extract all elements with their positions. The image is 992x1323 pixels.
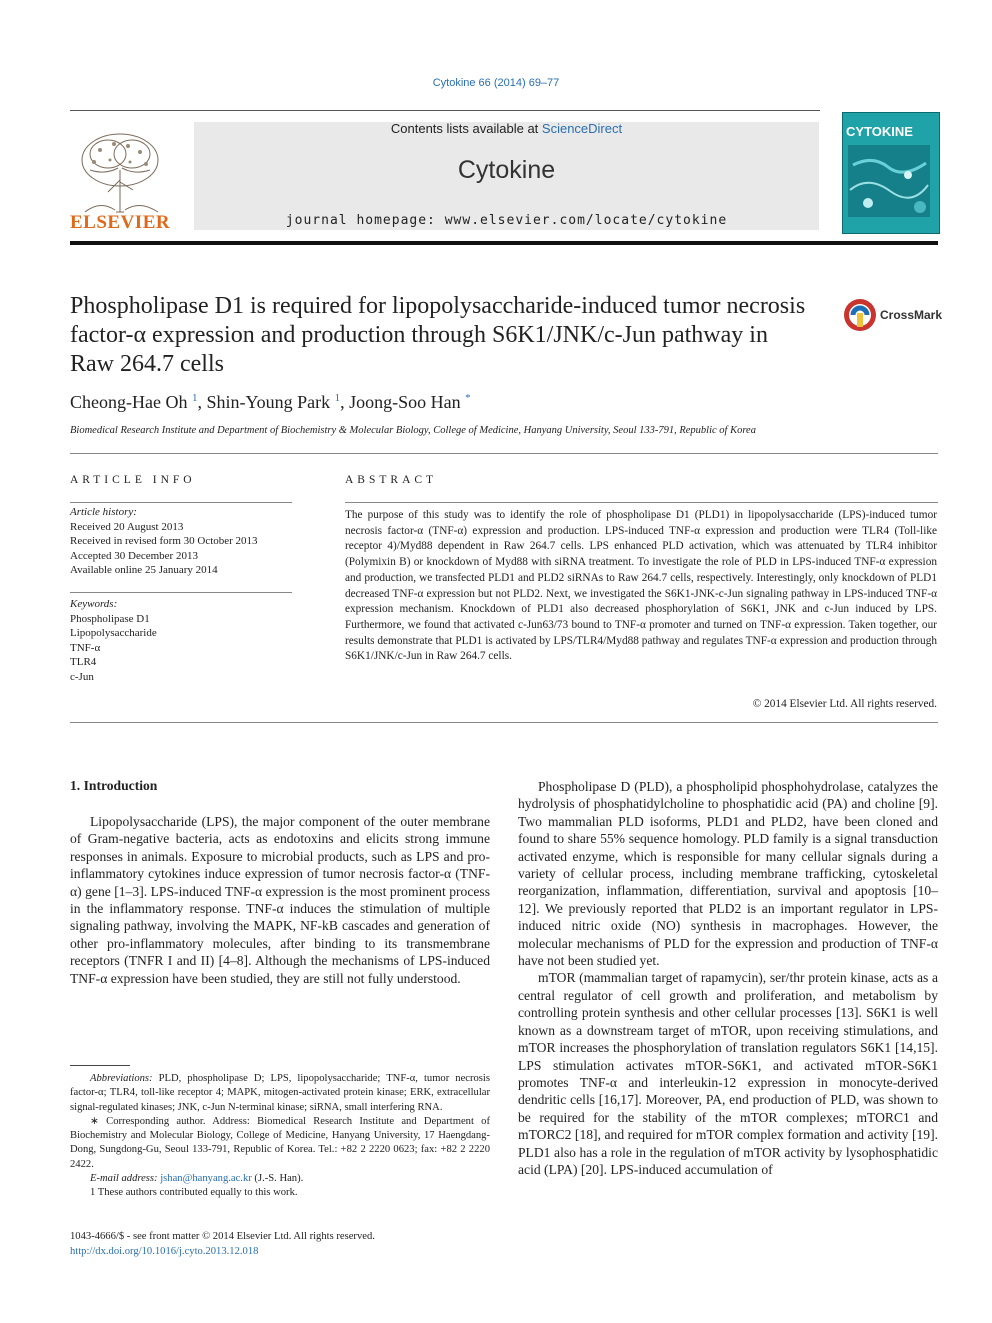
sciencedirect-link[interactable]: ScienceDirect bbox=[541, 121, 623, 136]
crossmark-icon[interactable] bbox=[843, 298, 877, 332]
abstract-copyright: © 2014 Elsevier Ltd. All rights reserved. bbox=[752, 698, 937, 710]
history-online: Available online 25 January 2014 bbox=[70, 564, 218, 576]
history-received: Received 20 August 2013 bbox=[70, 520, 184, 533]
corresponding-note: ∗ Corresponding author. Address: Biomedical Research Institute and Department of Biochemistry and Molecular Biology, College of Medicine, Hanyang University, 17 Haengdang-Dong, Sungdong-Gu, Seoul 133-791, Republic of Korea. Tel.: +82 2 2220 0623; fax: +82 2 2220 2422. bbox=[70, 1115, 490, 1170]
header-rule bbox=[70, 110, 820, 111]
article-info-rule bbox=[70, 502, 292, 503]
abbrev-label: Abbreviations: bbox=[90, 1073, 153, 1084]
body-paragraph: Phospholipase D (PLD), a phospholipid phosphohydrolase, catalyzes the hydrolysis of phosphatidylcholine to phosphatidic acid (PA) and choline [9]. Two mammalian PLD isoforms, PLD1 and PLD2, have been cloned and found to share 55% sequence homology. PLD family is a signal transduction activated enzyme, which is responsible for many cellular signals during a variety of cellular process, including membrane trafficking, cytoskeletal reorganization, inflammation, differentiation, survival and apoptosis [10–12]. We previously reported that PLD2 is an important regulator in LPS-induced nitric oxide (NO) synthesis in macrophages. However, the molecular mechanisms of PLD for the expression and production of TNF-α have not been studied yet. bbox=[518, 779, 938, 969]
journal-name: Cytokine bbox=[457, 156, 556, 184]
author-mark[interactable]: 1 bbox=[334, 392, 341, 404]
keyword: Phospholipase D1 bbox=[70, 612, 150, 625]
journal-citation[interactable]: Cytokine 66 (2014) 69–77 bbox=[432, 77, 560, 89]
author-name[interactable]: Joong-Soo Han bbox=[349, 392, 461, 412]
history-label: Article history: bbox=[70, 506, 137, 518]
author-name[interactable]: Shin-Young Park bbox=[206, 392, 331, 412]
article-info-heading: ARTICLE INFO bbox=[70, 474, 196, 486]
contents-line bbox=[194, 121, 819, 136]
publication-info bbox=[70, 1230, 375, 1259]
keyword: Lipopolysaccharide bbox=[70, 627, 157, 639]
keywords bbox=[70, 597, 300, 684]
keywords-label: Keywords: bbox=[70, 598, 118, 610]
contents-prefix: Contents lists available at bbox=[390, 121, 542, 136]
issn-line: 1043-4666/$ - see front matter © 2014 Elsevier Ltd. All rights reserved. bbox=[70, 1231, 375, 1242]
equal-contribution-note: 1 These authors contributed equally to this work. bbox=[90, 1187, 298, 1199]
keywords-rule bbox=[70, 592, 292, 593]
left-column bbox=[70, 813, 490, 987]
doi-link[interactable]: http://dx.doi.org/10.1016/j.cyto.2013.12.018 bbox=[70, 1245, 259, 1257]
article-history bbox=[70, 505, 300, 578]
keyword: TLR4 bbox=[70, 656, 97, 668]
elsevier-wordmark: ELSEVIER bbox=[70, 212, 171, 233]
author-list: Cheong-Hae Oh $^1$, Shin-Young Park $^1$, Joong-Soo Han * bbox=[70, 392, 471, 412]
author-name[interactable]: Cheong-Hae Oh bbox=[70, 392, 188, 412]
article-title: Phospholipase D1 is required for lipopolysaccharide-induced tumor necrosis factor-α expression and production through S6K1/JNK/c-Jun pathway in Raw 264.7 cells bbox=[70, 293, 806, 377]
author-mark[interactable]: * bbox=[465, 392, 471, 404]
abstract-heading: ABSTRACT bbox=[345, 474, 438, 486]
history-revised: Received in revised form 30 October 2013 bbox=[70, 535, 258, 547]
masthead-rule bbox=[70, 241, 938, 245]
abstract-rule bbox=[345, 502, 938, 503]
crossmark-label[interactable]: CrossMark bbox=[880, 308, 943, 322]
journal-homepage[interactable]: journal homepage: www.elsevier.com/locate/cytokine bbox=[285, 213, 728, 228]
right-column bbox=[518, 778, 938, 1178]
author-mark[interactable]: 1 bbox=[191, 392, 198, 404]
affiliation-rule bbox=[70, 453, 938, 454]
history-accepted: Accepted 30 December 2013 bbox=[70, 549, 198, 562]
keyword: TNF-α bbox=[70, 641, 101, 654]
footnote-rule bbox=[70, 1065, 130, 1066]
keyword: c-Jun bbox=[70, 670, 94, 683]
email-suffix: (J.-S. Han). bbox=[251, 1173, 304, 1185]
front-matter-rule bbox=[70, 722, 938, 723]
body-paragraph: mTOR (mammalian target of rapamycin), ser/thr protein kinase, acts as a central regulator of cell growth and proliferation, and metabolism by controlling protein synthesis and other cellular processes [13]. S6K1 is well known as a downstream target of mTOR, upon receiving stimulations, and mTOR increases the phosphorylation of translation regulators S6K1 [14,15]. LPS stimulation activates mTOR-S6K1, and activated mTOR-S6K1 promotes TNF-α and interleukin-12 expression in monocyte-derived dendritic cells [16,17]. Moreover, PA, end production of PLD, was shown to be required for the stability of the mTOR complexes; mTORC1 and mTORC2 [18], and required for mTOR complex formation and activity [19]. PLD1 also has a role in the regulation of mTOR activity by lysophosphatidic acid (LPA) [20]. LPS-induced accumulation of bbox=[518, 970, 938, 1177]
email-link[interactable]: jshan@hanyang.ac.kr bbox=[160, 1173, 252, 1185]
cover-title: CYTOKINE bbox=[846, 124, 913, 139]
email-label: E-mail address: bbox=[90, 1173, 158, 1185]
affiliation: Biomedical Research Institute and Department of Biochemistry & Molecular Biology, College of Medicine, Hanyang University, Seoul 133-791, Republic of Korea bbox=[70, 425, 756, 436]
intro-paragraph: Lipopolysaccharide (LPS), the major component of the outer membrane of Gram-negative bacteria, acts as endotoxins and elicits strong immune responses in animals. Exposure to microbial products, such as LPS and pro-inflammatory cytokines induce expression of tumor necrosis factor-α (TNF-α) gene [1–3]. LPS-induced TNF-α expression is the most prominent process in the inflammatory response. TNF-α induces the stimulation of multiple signaling pathway, involving the MAPK, NF-kB cascades and generation of other pro-inflammatory molecules, after binding to its transmembrane receptors (TNFR I and II) [4–8]. Although the mechanisms of LPS-induced TNF-α expression have been studied, they are still not fully understood. bbox=[70, 814, 490, 986]
cover-image bbox=[848, 145, 930, 217]
abstract-text: The purpose of this study was to identify the role of phospholipase D1 (PLD1) in lipopolysaccharide (LPS)-induced tumor necrosis factor-α (TNF-α) expression and production. LPS-induced TNF-α expression and production were TLR4 (Toll-like receptor 4)/Myd88 dependent in Raw 264.7 cells. LPS enhanced PLD activation, which was attenuated by TLR4 inhibitor (Polymixin B) or knockdown of Myd88 with siRNA treatment. To investigate the role of PLD in LPS-induced TNF-α expression and production, we transfected PLD1 and PLD2 siRNAs to Raw 264.7 cells, respectively. Interestingly, only knockdown of PLD1 decreased TNF-α expression but not PLD2. Next, we investigated the S6K1-JNK-c-Jun signaling pathway in LPS-induced TNF-α expression mechanism. Knockdown of PLD1 also decreased phosphorylation of S6K1, JNK and c-Jun induced by LPS. Furthermore, we found that activated c-Jun63/73 bound to TNF-α promoter and turned on TNF-α expression. Taken together, our results demonstrate that PLD1 is activated by LPS/TLR4/Myd88 pathway and regulates TNF-α expression and production through S6K1/JNK/c-Jun in Raw 264.7 cells. bbox=[345, 509, 937, 663]
footnotes bbox=[70, 1072, 490, 1201]
section-heading-introduction: 1. Introduction bbox=[70, 778, 158, 793]
abbrev-text: PLD, phospholipase D; LPS, lipopolysaccharide; TNF-α, tumor necrosis factor-α; TLR4, toll-like receptor 4; MAPK, mitogen-activated protein kinase; ERK, extracellular signal-regulated kinases; JNK, c-Jun N-terminal kinase; siRNA, small interfering RNA. bbox=[70, 1073, 490, 1113]
